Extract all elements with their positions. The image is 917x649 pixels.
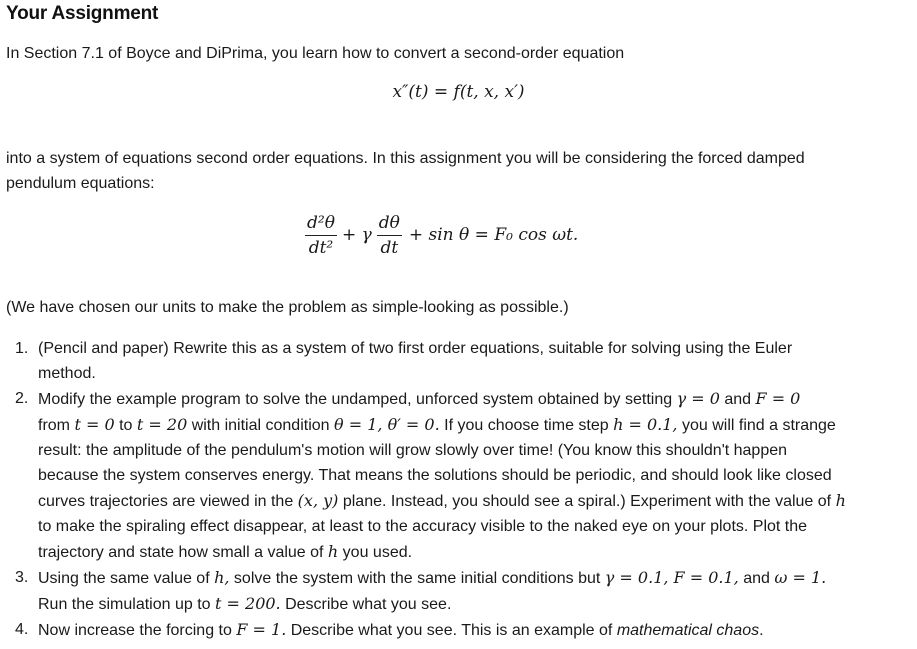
- text: and: [738, 570, 775, 587]
- fraction-denominator: dt: [380, 237, 399, 258]
- first-derivative-fraction: [377, 213, 402, 258]
- item-number: 2.: [15, 390, 29, 407]
- item-line: [38, 488, 906, 514]
- text: and: [719, 391, 756, 408]
- text: plane. Instead, you should see a spiral.) Experiment with the value of: [338, 493, 836, 510]
- list-item: [6, 336, 906, 386]
- units-note: (We have chosen our units to make the problem as simple-looking as possible.): [6, 299, 569, 316]
- pendulum-equation: [302, 207, 578, 263]
- text: you will find a strange: [677, 417, 836, 434]
- text: trajectory and state how small a value of: [38, 544, 328, 561]
- item-text: method.: [38, 365, 96, 382]
- math: t = 200.: [215, 594, 281, 613]
- math: h: [835, 491, 846, 510]
- plus-gamma: + γ: [341, 225, 372, 245]
- item-line: [38, 617, 906, 643]
- item-line: [38, 386, 906, 412]
- task-list: [6, 336, 906, 643]
- item-number: 3.: [15, 569, 29, 586]
- math: t = 20: [136, 415, 188, 434]
- text: with initial condition: [187, 417, 334, 434]
- text: .: [759, 622, 764, 639]
- text: Describe what you see. This is an example of: [286, 622, 617, 639]
- list-item: [6, 386, 906, 565]
- system-paragraph-line2: pendulum equations:: [6, 175, 155, 192]
- equation-remainder: + sin θ = F₀ cos ωt.: [408, 225, 579, 245]
- text: solve the system with the same initial conditions but: [229, 570, 605, 587]
- math: ω = 1.: [774, 568, 827, 587]
- intro-paragraph: In Section 7.1 of Boyce and DiPrima, you learn how to convert a second-order equation: [6, 45, 625, 62]
- text: to: [114, 417, 137, 434]
- text: curves trajectories are viewed in the: [38, 493, 298, 510]
- emphasis: mathematical chaos: [616, 622, 760, 639]
- item-line: result: the amplitude of the pendulum's motion will grow slowly over time! (You know this shouldn't happen: [38, 442, 788, 459]
- math: θ = 1, θ′ = 0.: [334, 415, 440, 434]
- item-number: 4.: [15, 621, 29, 638]
- math: h: [327, 542, 339, 561]
- item-text: (Pencil and paper) Rewrite this as a system of two first order equations, suitable for solving using the Euler: [38, 340, 793, 357]
- item-line: [38, 539, 906, 565]
- item-number: 1.: [15, 340, 29, 357]
- page-title: Your Assignment: [6, 3, 159, 24]
- text: you used.: [338, 544, 413, 561]
- item-line: because the system conserves energy. That means the solutions should be periodic, and should look like closed: [38, 467, 832, 484]
- math: γ = 0: [676, 389, 720, 408]
- second-derivative-fraction: [305, 213, 337, 258]
- text: Now increase the forcing to: [38, 622, 237, 639]
- math: F = 1.: [236, 620, 287, 639]
- math: t = 0: [74, 415, 115, 434]
- item-line: to make the spiraling effect disappear, at least to the accuracy visible to the naked eye on your plots. Plot the: [38, 518, 808, 535]
- text: Describe what you see.: [280, 596, 452, 613]
- text: Run the simulation up to: [38, 596, 215, 613]
- fraction-numerator: d²θ: [305, 213, 337, 236]
- text: If you choose time step: [439, 417, 614, 434]
- math: γ = 0.1, F = 0.1,: [604, 568, 739, 587]
- fraction-numerator: dθ: [377, 213, 402, 236]
- item-line: [38, 591, 906, 617]
- math: F = 0: [755, 389, 801, 408]
- item-line: [38, 412, 906, 438]
- math: h = 0.1,: [613, 415, 678, 434]
- second-order-equation: x″(t) = f(t, x, x′): [392, 82, 525, 102]
- text: Using the same value of: [38, 570, 215, 587]
- math: h,: [214, 568, 230, 587]
- math: (x, y): [297, 491, 339, 510]
- list-item: [6, 565, 906, 617]
- item-line: [38, 565, 906, 591]
- text: Modify the example program to solve the undamped, unforced system obtained by setting: [38, 391, 677, 408]
- list-item: [6, 617, 906, 643]
- system-paragraph-line1: into a system of equations second order equations. In this assignment you will be considering the forced damped: [6, 150, 805, 167]
- text: from: [38, 417, 75, 434]
- system-paragraph: [6, 146, 805, 196]
- fraction-denominator: dt²: [308, 237, 334, 258]
